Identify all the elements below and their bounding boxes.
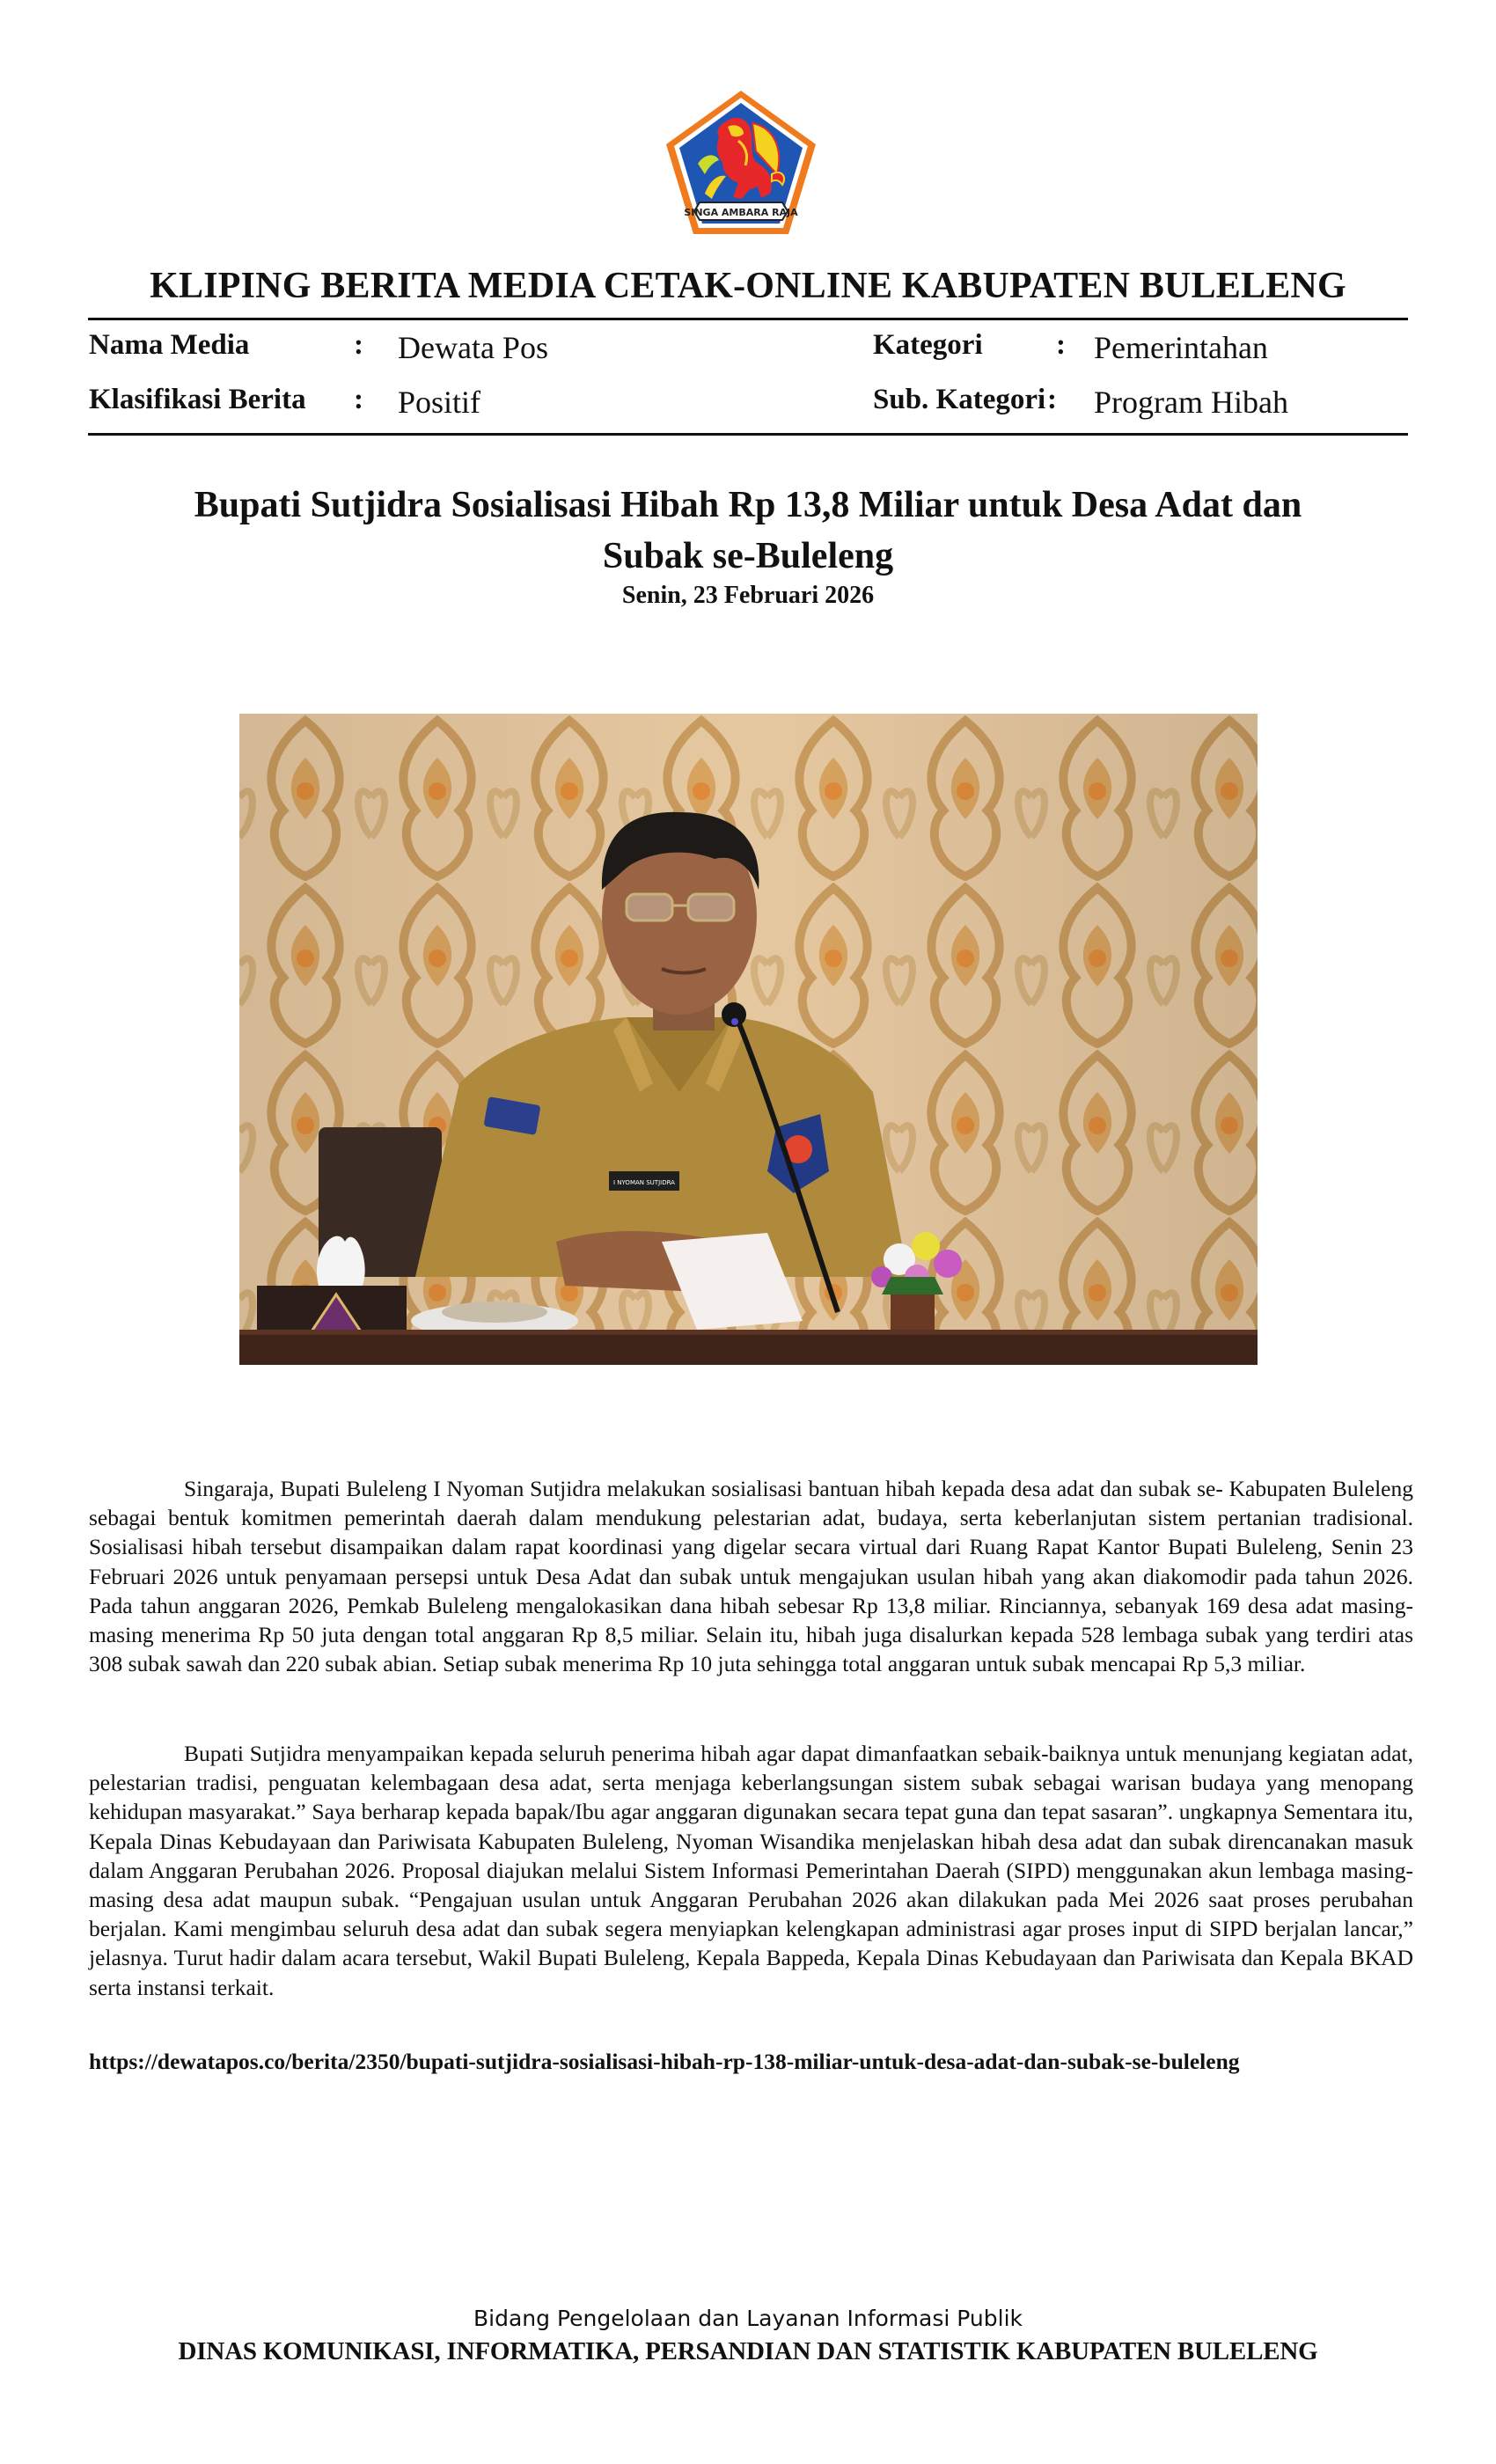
article-photo [239, 714, 1258, 1365]
header-bottom-divider [88, 433, 1408, 436]
kategori-colon: : [1056, 329, 1066, 361]
logo-motto: SINGA AMBARA RAJA [684, 207, 798, 218]
article-paragraph: Bupati Sutjidra menyampaikan kepada seluruh penerima hibah agar dapat dimanfaatkan sebaik-baiknya untuk menunjang kegiatan adat, pelestarian tradisi, penguatan kelembagaan desa adat, serta menjaga keberlangsungan sistem subak sebagai warisan budaya yang menopang kehidupan masyarakat.” Saya berharap kepada bapak/Ibu agar anggaran digunakan secara tepat guna dan tepat sasaran”. ungkapnya Sementara itu, Kepala Dinas Kebudayaan dan Pariwisata Kabupaten Buleleng, Nyoman Wisandika menjelaskan hibah desa adat dan subak direncanakan masuk dalam Anggaran Perubahan 2026. Proposal diajukan melalui Sistem Informasi Pemerintahan Daerah (SIPD) menggunakan akun lembaga masing-masing desa adat maupun subak. “Pengajuan usulan untuk Anggaran Perubahan 2026 akan dilakukan pada Mei 2026 saat proses perubahan berjalan. Kami mengimbau seluruh desa adat dan subak segera menyiapkan kelengkapan administrasi agar proses input di SIPD berjalan lancar,” jelasnya. Turut hadir dalam acara tersebut, Wakil Bupati Buleleng, Kepala Bappeda, Kepala Dinas Kebudayaan dan Pariwisata dan Kepala BKAD serta instansi terkait. [89, 1741, 1413, 2000]
sub-kategori-value: Program Hibah [1094, 385, 1288, 420]
sub-kategori-label: Sub. Kategori [873, 384, 1046, 415]
article-paragraph: Singaraja, Bupati Buleleng I Nyoman Sutjidra melakukan sosialisasi bantuan hibah kepada desa adat dan subak se- Kabupaten Buleleng sebagai bentuk komitmen pemerintah daerah dalam mendukung pelestarian adat, budaya, serta keberlanjutan sistem pertanian tradisional. Sosialisasi hibah tersebut disampaikan dalam rapat koordinasi yang digelar secara virtual dari Ruang Rapat Kantor Bupati Buleleng, Senin 23 Februari 2026 untuk penyamaan persepsi untuk Desa Adat dan subak untuk mengajukan usulan hibah yang akan diakomodir pada tahun 2026. Pada tahun anggaran 2026, Pemkab Buleleng mengalokasikan dana hibah sebesar Rp 13,8 miliar. Rinciannya, sebanyak 169 desa adat masing-masing menerima Rp 50 juta dengan total anggaran Rp 8,5 miliar. Selain itu, hibah juga disalurkan kepada 528 lembaga subak yang terdiri atas 308 subak sawah dan 220 subak abian. Setiap subak menerima Rp 10 juta sehingga total anggaran untuk subak mencapai Rp 5,3 miliar. [89, 1476, 1413, 1677]
article-headline [88, 480, 1408, 582]
klasifikasi-berita-label: Klasifikasi Berita [89, 384, 306, 415]
klasifikasi-berita-value: Positif [398, 385, 481, 420]
headline-line-1: Bupati Sutjidra Sosialisasi Hibah Rp 13,8 Miliar untuk Desa Adat dan [194, 485, 1302, 525]
klasifikasi-berita-colon: : [354, 384, 363, 415]
article-date: Senin, 23 Februari 2026 [621, 582, 875, 609]
nama-media-colon: : [354, 329, 363, 361]
nama-media-label: Nama Media [89, 329, 250, 361]
buleleng-regency-logo [664, 88, 818, 238]
news-photo-illustration [239, 714, 1258, 1365]
nama-media-value: Dewata Pos [398, 330, 548, 365]
footer-organization: DINAS KOMUNIKASI, INFORMATIKA, PERSANDIAN DAN STATISTIK KABUPATEN BULELENG [178, 2337, 1318, 2365]
document-title: KLIPING BERITA MEDIA CETAK-ONLINE KABUPATEN BULELENG [150, 266, 1346, 306]
kategori-value: Pemerintahan [1094, 330, 1268, 365]
name-tag: I NYOMAN SUTJIDRA [613, 1179, 675, 1186]
source-link[interactable]: https://dewatapos.co/berita/2350/bupati-sutjidra-sosialisasi-hibah-rp-138-miliar-untuk-desa-adat-dan-subak-se-buleleng [89, 2049, 1240, 2074]
header-top-divider [88, 318, 1408, 320]
footer-unit-name: Bidang Pengelolaan dan Layanan Informasi Publik [473, 2306, 1023, 2331]
lion-crest-icon [664, 88, 818, 238]
kategori-label: Kategori [873, 329, 983, 361]
sub-kategori-colon: : [1047, 384, 1057, 415]
headline-line-2: Subak se-Buleleng [602, 536, 894, 576]
